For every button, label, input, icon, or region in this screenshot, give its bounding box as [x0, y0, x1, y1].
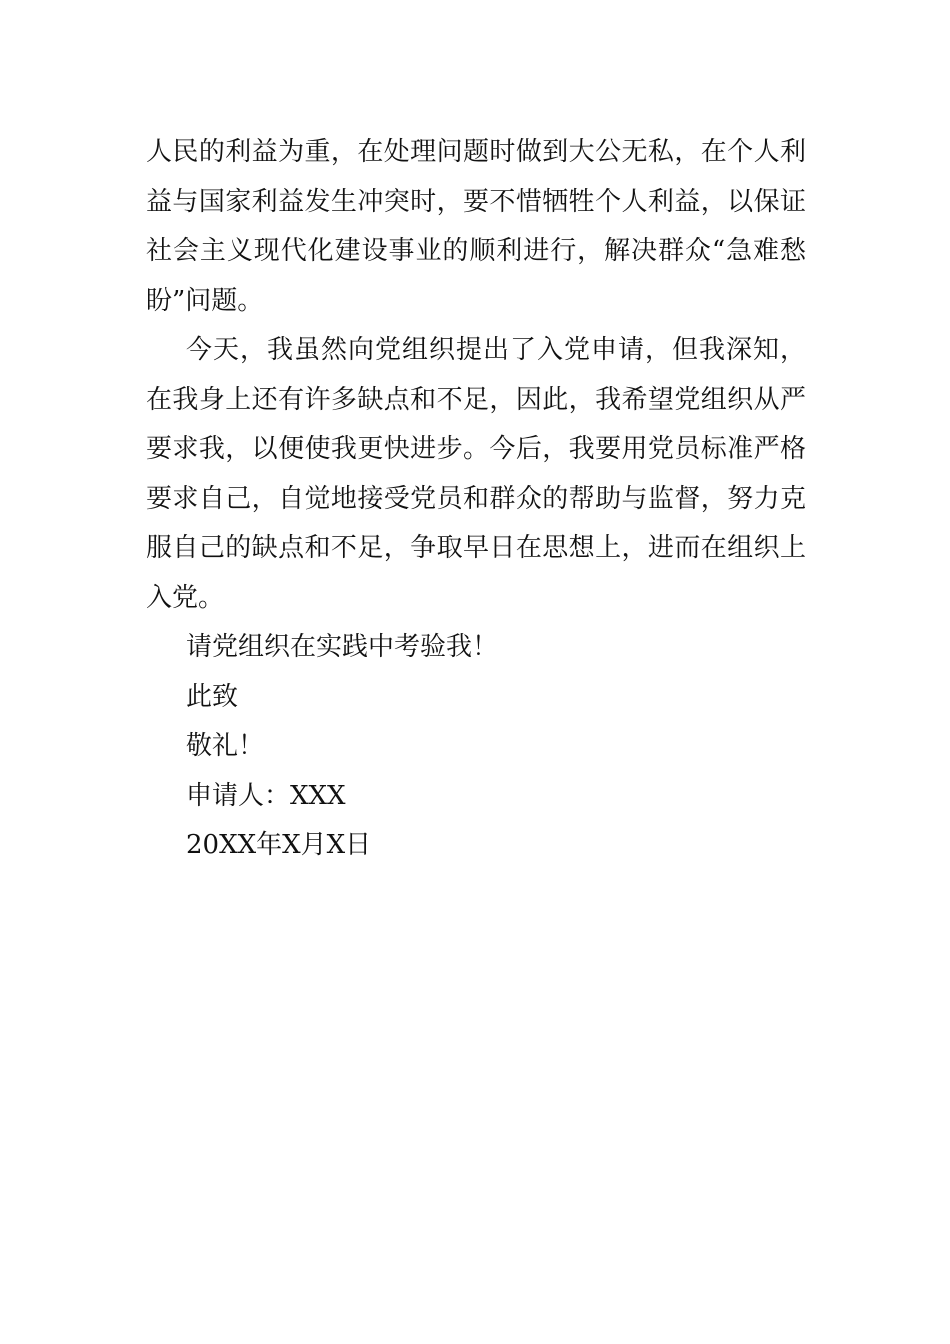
applicant-line: 申请人：XXX — [186, 780, 346, 811]
document-body — [146, 128, 806, 871]
closing-request: 请党组织在实践中考验我！ — [186, 632, 499, 662]
salutation-jing-li: 敬礼！ — [186, 731, 265, 761]
paragraph-continuation: 人民的利益为重，在处理问题时做到大公无私，在个人利益与国家利益发生冲突时，要不惜牺牲个人利益，以保证社会主义现代化建设事业的顺利进行，解决群众“急难愁盼”问题。 — [146, 137, 806, 316]
date-line: 20XX年X月X日 — [186, 830, 372, 860]
salutation-ci-zhi: 此致 — [186, 681, 239, 712]
paragraph-application: 今天，我虽然向党组织提出了入党申请，但我深知，在我身上还有许多缺点和不足，因此，我希望党组织从严要求我，以便使我更快进步。今后，我要用党员标准严格要求自己，自觉地接受党员和群众的帮助与监督，努力克服自己的缺点和不足，争取早日在思想上，进而在组织上入党。 — [146, 335, 806, 613]
